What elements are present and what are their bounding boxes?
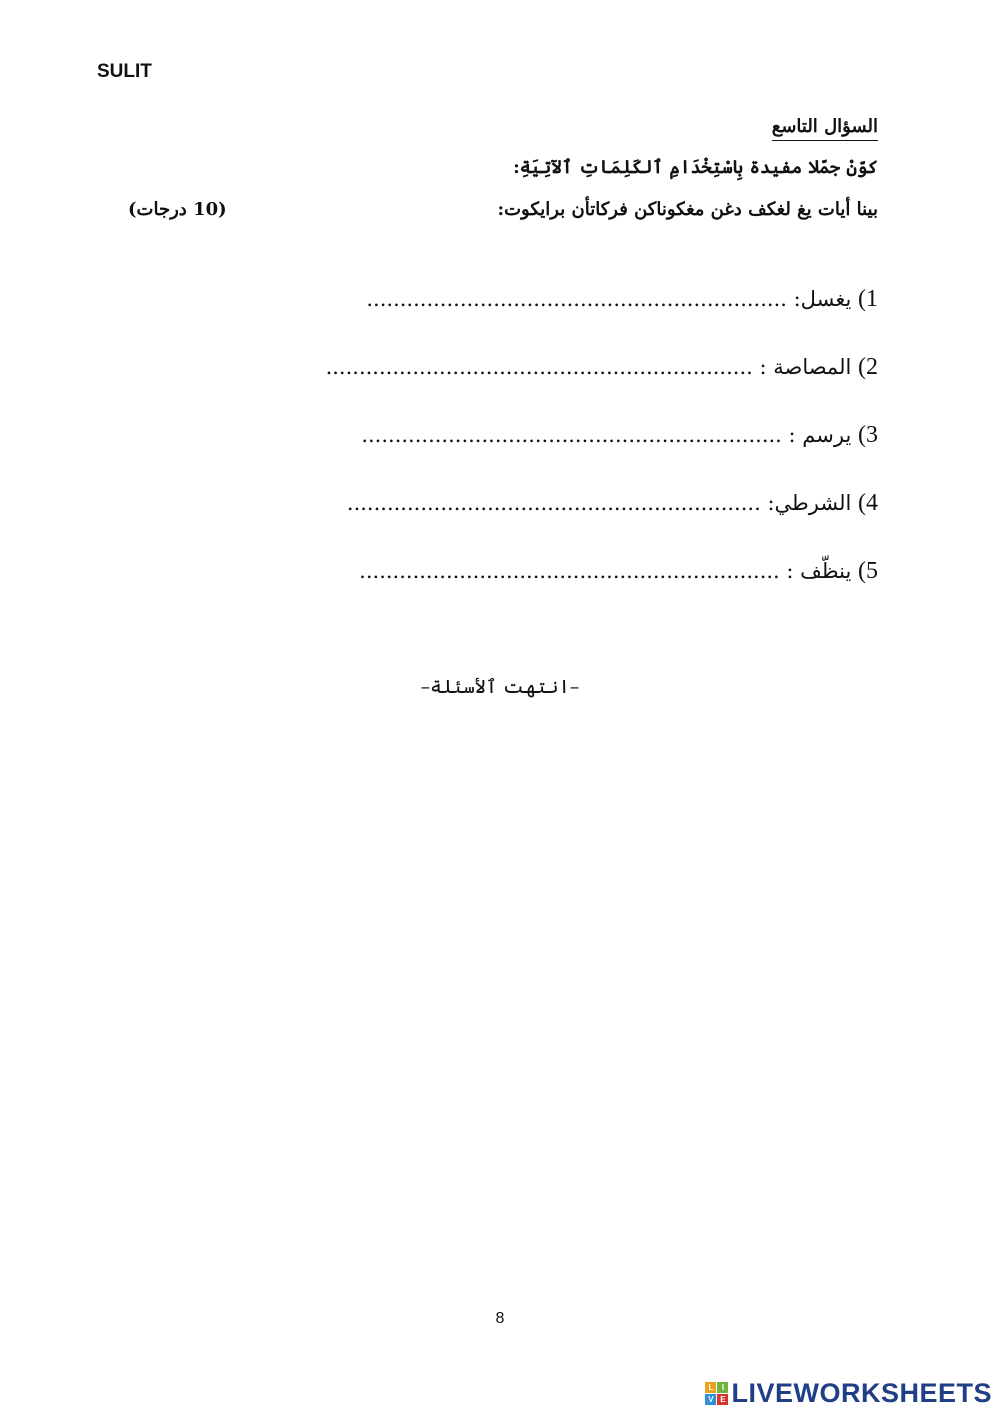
header-label: SULIT	[97, 61, 152, 82]
item-number: 2)	[858, 354, 878, 380]
item-number: 4)	[858, 490, 878, 516]
logo-letter-l: L	[705, 1382, 716, 1393]
answer-line[interactable]: ..............................................................	[346, 491, 761, 515]
logo-letter-i: I	[717, 1382, 728, 1393]
logo-letter-v: V	[705, 1394, 716, 1405]
instruction-jawi: بينا أيات يغ لغكف دغن مغكوناكن فركاتأن برايكوت:	[497, 199, 878, 220]
item-number: 3)	[858, 422, 878, 448]
brand-name: LIVEWORKSHEETS	[731, 1378, 992, 1408]
question-item	[366, 286, 878, 313]
answer-line[interactable]: ...............................................................	[366, 287, 787, 311]
marks-label: (10 درجات)	[128, 199, 227, 220]
question-item	[347, 490, 878, 517]
question-title: السؤال التاسع	[772, 116, 878, 141]
item-word: ينظّف :	[786, 559, 852, 583]
item-word: يغسل:	[793, 287, 852, 311]
item-word: الشرطي:	[767, 491, 852, 515]
question-item	[361, 422, 878, 449]
logo-letter-e: E	[717, 1394, 728, 1405]
item-number: 1)	[858, 286, 878, 312]
liveworksheets-logo-icon	[705, 1382, 728, 1405]
liveworksheets-brand[interactable]	[705, 1378, 992, 1409]
instruction-arabic: كوّنْ جمّلا مفيدة بِاسْتِخْدَامِ ٱلكَلِمَاتِ ٱلآتِيَةِ:	[513, 157, 878, 178]
answer-line[interactable]: ................................................................	[325, 355, 753, 379]
question-item	[326, 354, 878, 381]
item-word: المصاصة :	[759, 355, 852, 379]
answer-line[interactable]: ...............................................................	[361, 423, 782, 447]
question-item	[359, 558, 878, 585]
end-of-questions: –انتهت ٱلأسئلة–	[420, 676, 580, 698]
item-word: يرسم :	[788, 423, 852, 447]
item-number: 5)	[858, 558, 878, 584]
page-number: 8	[495, 1310, 505, 1327]
answer-line[interactable]: ...............................................................	[359, 559, 780, 583]
